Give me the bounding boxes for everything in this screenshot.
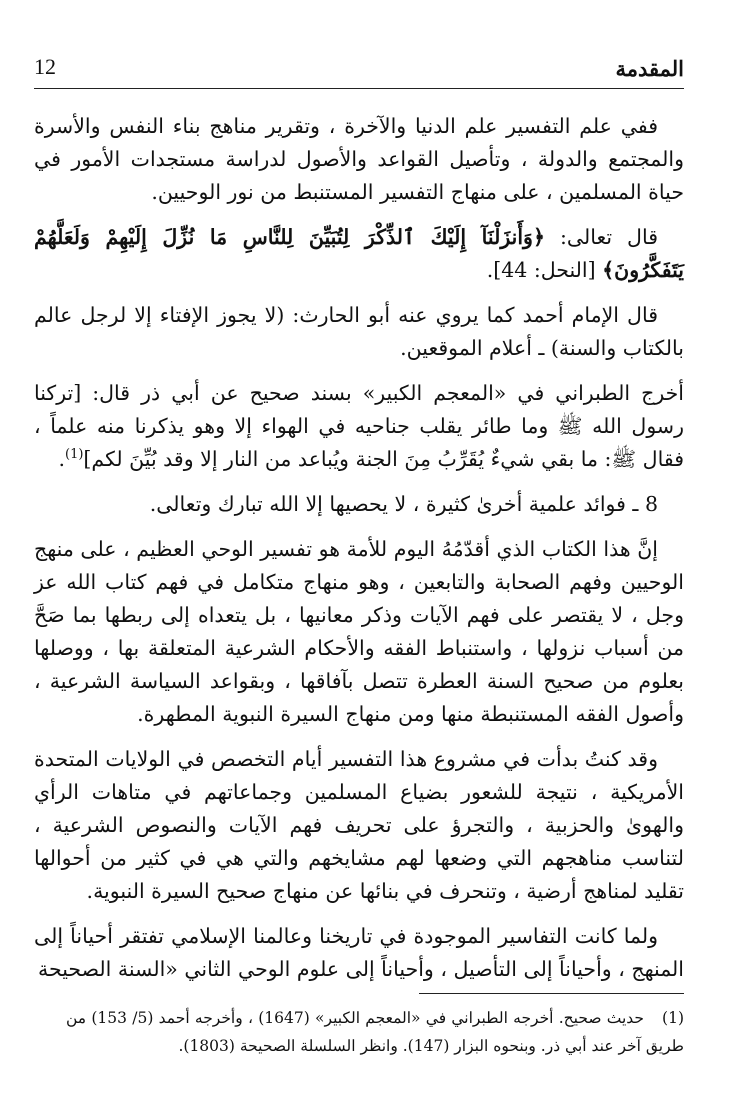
- body-text: [34, 110, 684, 998]
- hadith-end: .: [58, 447, 65, 471]
- quran-verse: ﴿وَأَنزَلْنَآ إِلَيْكَ ٱلذِّكْرَ لِتُبَيِّنَ لِلنَّاسِ مَا نُزِّلَ إِلَيْهِمْ وَلَعَلَّهُمْ يَتَفَكَّرُونَ﴾: [34, 225, 684, 282]
- running-title: المقدمة: [615, 56, 684, 81]
- paragraph: إنَّ هذا الكتاب الذي أقدّمُهُ اليوم للأمة هو تفسير الوحي العظيم ، على منهج الوحيين وفهم الصحابة والتابعين ، وهو منهاج متكامل في فهم كتاب الله عز وجل ، لا يقتصر على فهم الآيات وذكر معانيها ، بل يتعداه إلى ربطها بما صَحَّ من أسباب نزولها ، واستنباط الفقه والأحكام الشرعية المتعلقة بها ، ووصلها بعلوم من صحيح السنة العطرة تتصل بآفاقها ، وبقواعد السياسة الشرعية ، وأصول الفقه المستنبطة منها ومن منهاج السيرة النبوية المطهرة.: [34, 537, 684, 726]
- footnote-text: حديث صحيح. أخرجه الطبراني في «المعجم الكبير» (1647) ، وأخرجه أحمد (5/ 153) من طريق آخر عند أبي ذر. وبنحوه البزار (147). وانظر السلسلة الصحيحة (1803).: [66, 1009, 684, 1055]
- hadith-text: أخرج الطبراني في «المعجم الكبير» بسند صحيح عن أبي ذر قال: [تركنا رسول الله ﷺ وما طائر يقلب جناحيه في الهواء إلا وهو يذكرنا منه علماً ، فقال ﷺ: ما بقي شيءٌ يُقَرِّبُ مِنَ الجنة ويُباعد من النار إلا وقد بُيِّنَ لكم]: [34, 381, 684, 471]
- verse-citation: [النحل: 44].: [486, 258, 603, 282]
- page-header: [34, 52, 684, 86]
- verse-lead: قال تعالى:: [544, 225, 658, 249]
- quran-verse-paragraph: [34, 221, 684, 287]
- page-number: 12: [34, 54, 56, 79]
- paragraph: ففي علم التفسير علم الدنيا والآخرة ، وتقرير مناهج بناء النفس والأسرة والمجتمع والدولة ، وتأصيل القواعد والأصول لدراسة مستجدات الأمور في حياة المسلمين ، على منهاج التفسير المستنبط من نور الوحيين.: [34, 114, 684, 204]
- list-item: 8 ـ فوائد علمية أخرىٰ كثيرة ، لا يحصيها إلا الله تبارك وتعالى.: [149, 492, 658, 516]
- footnote: [66, 1004, 684, 1060]
- paragraph: وقد كنتُ بدأت في مشروع هذا التفسير أيام التخصص في الولايات المتحدة الأمريكية ، نتيجة للشعور بضياع المسلمين وجماعاتهم في متاهات الرأي والهوىٰ والحزبية ، والتجرؤ على تحريف فهم الآيات والنصوص الشرعية ، لتناسب مناهجهم التي وضعها لهم مشايخهم والتي هي في كثير من أحوالها تقليد لمناهج أرضية ، وتنحرف في بنائها عن منهاج صحيح السيرة النبوية.: [34, 747, 684, 903]
- paragraph: قال الإمام أحمد كما يروي عنه أبو الحارث: (لا يجوز الإفتاء إلا لرجل عالم بالكتاب والسنة) ـ أعلام الموقعين.: [34, 303, 684, 360]
- footnote-separator: [419, 993, 684, 994]
- footnote-number: (1): [662, 1009, 685, 1027]
- footnote-reference: (1): [64, 447, 84, 463]
- header-rule: [34, 88, 684, 89]
- paragraph: ولما كانت التفاسير الموجودة في تاريخنا وعالمنا الإسلامي تفتقر أحياناً إلى المنهج ، وأحياناً إلى التأصيل ، وأحياناً إلى علوم الوحي الثاني «السنة الصحيحة: [34, 924, 684, 981]
- hadith-paragraph: [34, 377, 684, 476]
